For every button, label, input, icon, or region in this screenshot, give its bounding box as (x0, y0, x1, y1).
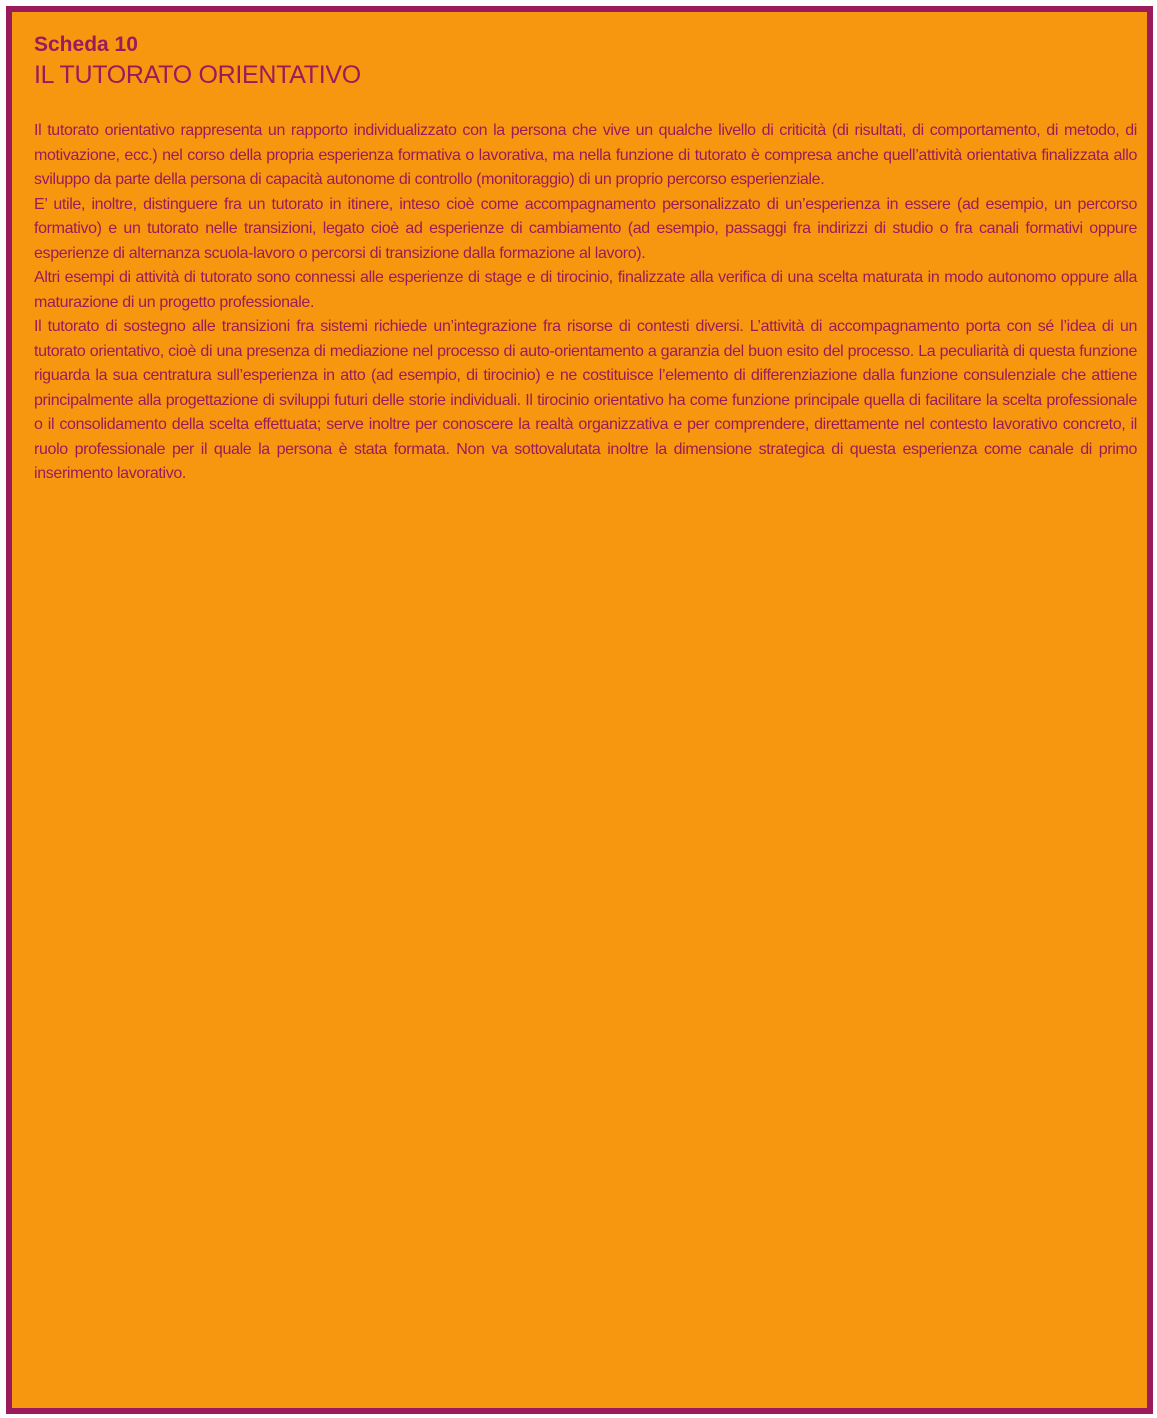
card-content (34, 30, 1137, 487)
paragraph-3: Altri esempi di attività di tutorato sono connessi alle esperienze di stage e di tirocinio, finalizzate alla verifica di una scelta maturata in modo autonomo oppure alla maturazione di un progetto professionale. (34, 269, 1137, 311)
paragraph-4: Il tutorato di sostegno alle transizioni fra sistemi richiede un’integrazione fra risorse di contesti diversi. L’attività di accompagnamento porta con sé l’idea di un tutorato orientativo, cioè di una presenza di mediazione nel processo di auto-orientamento a garanzia del buon esito del processo. La peculiarità di questa funzione riguarda la sua centratura sull’esperienza in atto (ad esempio, di tirocinio) e ne costituisce l’elemento di differenziazione dalla funzione consulenziale che attiene principalmente alla progettazione di sviluppi futuri delle storie individuali. Il tirocinio orientativo ha come funzione principale quella di facilitare la scelta professionale o il consolidamento della scelta effettuata; serve inoltre per conoscere la realtà organizzativa e per comprendere, direttamente nel contesto lavorativo concreto, il ruolo professionale per il quale la persona è stata formata. Non va sottovalutata inoltre la dimensione strategica di questa esperienza come canale di primo inserimento lavorativo. (34, 318, 1137, 482)
paragraph-1: Il tutorato orientativo rappresenta un rapporto individualizzato con la persona che vive un qualche livello di criticità (di risultati, di comportamento, di metodo, di motivazione, ecc.) nel corso della propria esperienza formativa o lavorativa, ma nella funzione di tutorato è compresa anche quell’attività orientativa finalizzata allo sviluppo da parte della persona di capacità autonome di controllo (monitoraggio) di un proprio percorso esperienziale. (34, 122, 1137, 188)
card-kicker: Scheda 10 (34, 33, 138, 56)
card-title: IL TUTORATO ORIENTATIVO (34, 61, 361, 89)
info-card (6, 6, 1153, 1414)
card-body (34, 119, 1137, 487)
paragraph-2: E’ utile, inoltre, distinguere fra un tutorato in itinere, inteso cioè come accompagnamento personalizzato di un’esperienza in essere (ad esempio, un percorso formativo) e un tutorato nelle transizioni, legato cioè ad esperienze di cambiamento (ad esempio, passaggi fra indirizzi di studio o fra canali formativi oppure esperienze di alternanza scuola-lavoro o percorsi di transizione dalla formazione al lavoro). (34, 195, 1137, 262)
